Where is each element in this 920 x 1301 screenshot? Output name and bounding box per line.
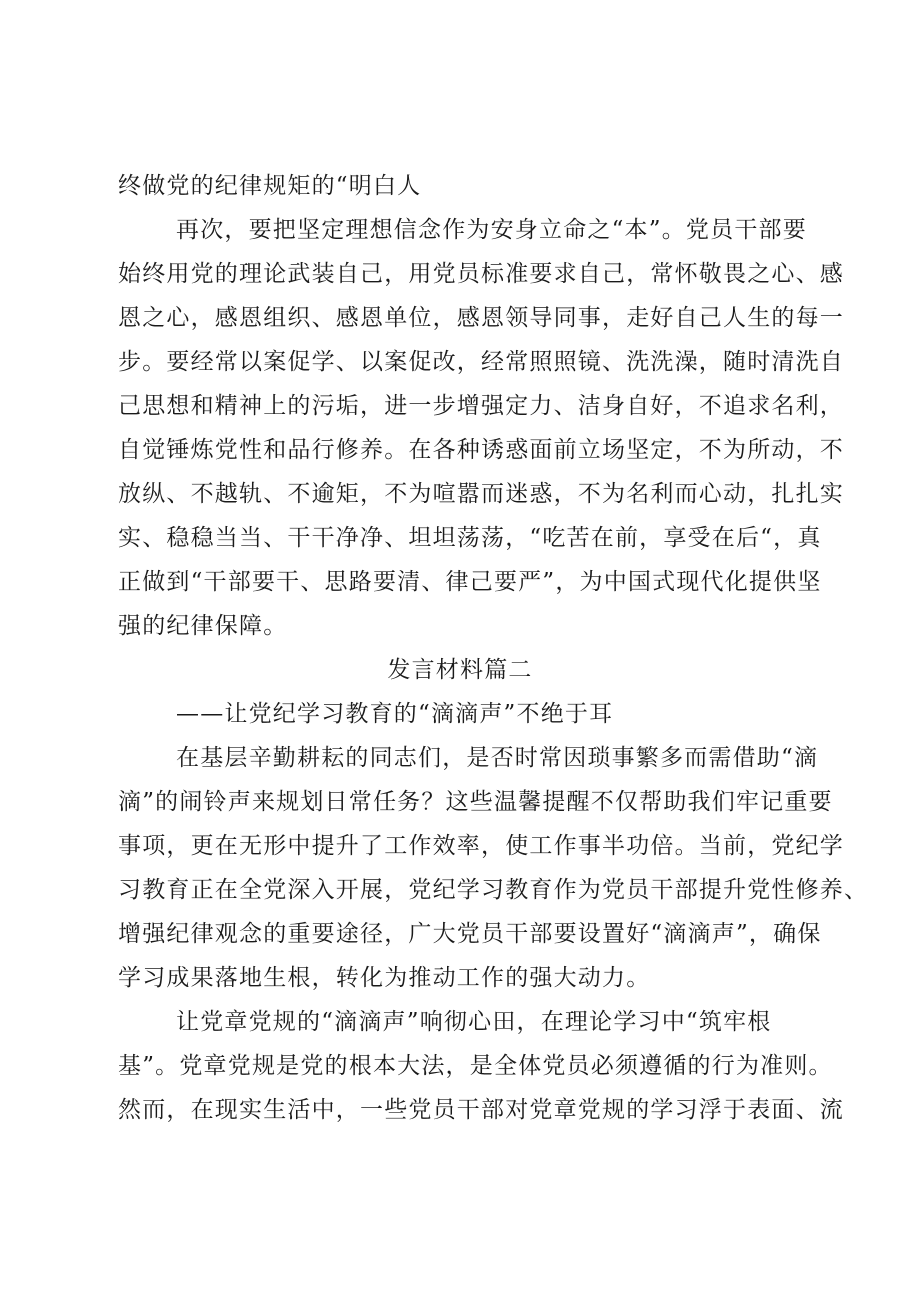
text-line-7: 自觉锤炼党性和品行修养。在各种诱惑面前立场坚定，不为所动，不 — [118, 437, 844, 463]
section-subtitle: ——让党纪学习教育的“滴滴声”不绝于耳 — [176, 701, 614, 727]
paragraph-start-jiceng: 在基层辛勤耕耘的同志们，是否时常因琐事繁多而需借助“滴 — [176, 745, 819, 771]
text-line-9: 实、稳稳当当、干干净净、坦坦荡荡，“吃苦在前，享受在后“，真 — [118, 525, 822, 551]
paragraph-start-zaici: 再次，要把坚定理想信念作为安身立命之“本”。党员干部要 — [176, 217, 807, 243]
text-line-6: 己思想和精神上的污垢，进一步增强定力、洁身自好，不追求名利， — [118, 393, 844, 419]
section-heading: 发言材料篇二 — [387, 657, 533, 683]
text-line-11: 强的纪律保障。 — [118, 613, 288, 639]
text-line-16: 事项，更在无形中提升了工作效率，使工作事半功倍。当前，党纪学 — [118, 833, 844, 859]
text-line-19: 学习成果落地生根，转化为推动工作的强大动力。 — [118, 965, 651, 991]
text-line-15: 滴”的闹铃声来规划日常任务？这些温馨提醒不仅帮助我们牢记重要 — [118, 789, 833, 815]
text-line-5: 步。要经常以案促学、以案促改，经常照照镜、洗洗澡，随时清洗自 — [118, 349, 844, 375]
text-line-18: 增强纪律观念的重要途径，广大党员干部要设置好“滴滴声”，确保 — [118, 921, 822, 947]
text-line-10: 正做到“干部要干、思路要清、律己要严”，为中国式现代化提供坚 — [118, 569, 822, 595]
text-line-22: 然而，在现实生活中，一些党员干部对党章党规的学习浮于表面、流 — [118, 1097, 844, 1123]
text-line-4: 恩之心，感恩组织、感恩单位，感恩领导同事，走好自己人生的每一 — [118, 305, 844, 331]
text-line-21: 基”。党章党规是党的根本大法，是全体党员必须遵循的行为准则。 — [118, 1053, 833, 1079]
text-line-3: 始终用党的理论武装自己，用党员标准要求自己，常怀敬畏之心、感 — [118, 261, 844, 287]
paragraph-start-dangzhang: 让党章党规的“滴滴声”响彻心田，在理论学习中“筑牢根 — [176, 1009, 772, 1035]
text-line-1: 终做党的纪律规矩的“明白人 — [118, 173, 422, 199]
text-line-17: 习教育正在全党深入开展，党纪学习教育作为党员干部提升党性修养、 — [118, 877, 869, 903]
text-line-8: 放纵、不越轨、不逾矩，不为喧嚣而迷惑，不为名利而心动，扎扎实 — [118, 481, 844, 507]
